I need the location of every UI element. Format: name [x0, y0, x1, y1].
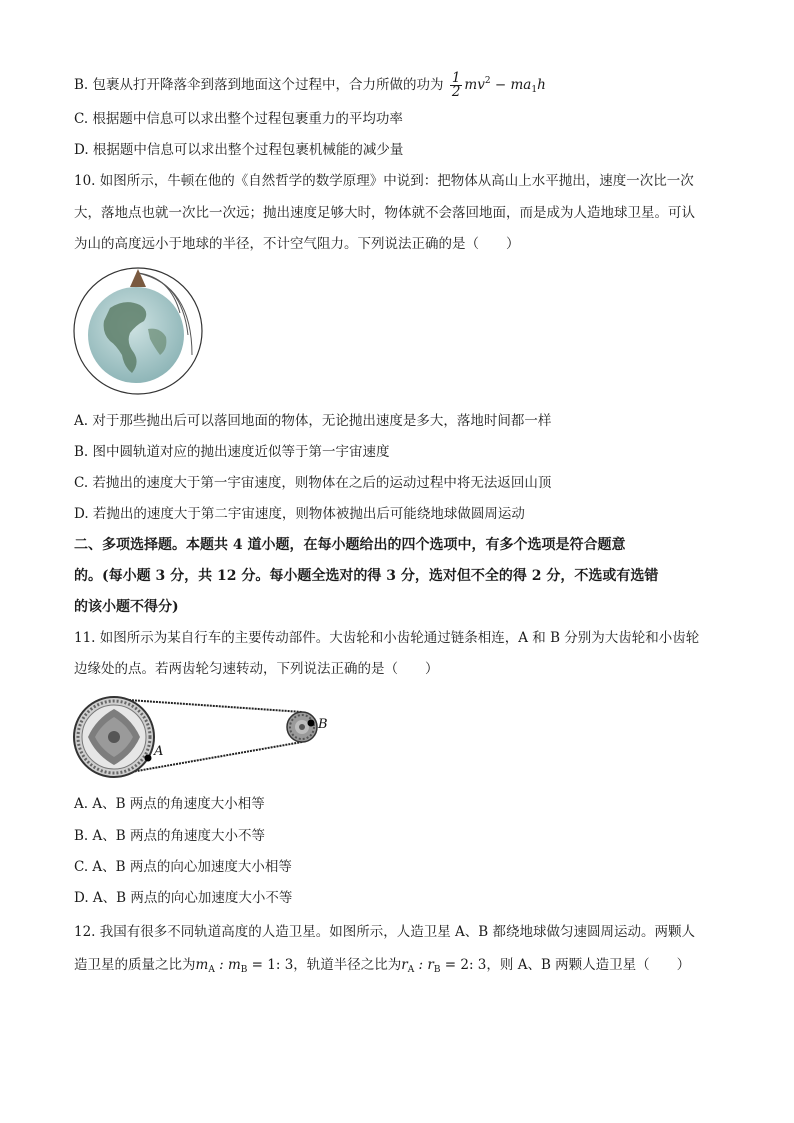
point-b [308, 720, 315, 727]
q11-option-b: B. A、B 两点的角速度大小不等 [74, 828, 265, 844]
q10-stem-line2: 大，落地点也就一次比一次远；抛出速度足够大时，物体就不会落回地面，而是成为人造地球卫星。可认 [74, 205, 695, 221]
q9-option-b [74, 72, 546, 99]
radius-ratio: $r_A$ : $r_B = 2$: 3 [401, 957, 487, 975]
q10-option-d: D. 若抛出的速度大于第二宇宙速度，则物体被抛出后可能绕地球做圆周运动 [74, 506, 525, 522]
half-fraction: $\frac{1}{2}$ [451, 70, 461, 100]
q12-stem-line1: 12. 我国有很多不同轨道高度的人造卫星。如图所示，人造卫星 A、B 都绕地球做匀速圆周运动。两颗人 [74, 924, 696, 940]
section2-line2: 的。(每小题 3 分，共 12 分。每小题全选对的得 3 分，选对但不全的得 2 分，不选或有选错 [74, 568, 659, 584]
earth [88, 287, 184, 383]
label-b: B [318, 717, 328, 732]
q11-stem-line1: 11. 如图所示为某自行车的主要传动部件。大齿轮和小齿轮通过链条相连，A 和 B 分别为大齿轮和小齿轮 [74, 630, 700, 646]
q9-option-c: C. 根据题中信息可以求出整个过程包裹重力的平均功率 [74, 111, 403, 127]
section2-line3: 的该小题不得分) [74, 599, 179, 615]
q11-stem-line2: 边缘处的点。若两齿轮匀速转动，下列说法正确的是（ ） [74, 661, 439, 677]
q9-option-b-text: B. 包裹从打开降落伞到落到地面这个过程中，合力所做的功为 [74, 77, 444, 93]
q11-option-d: D. A、B 两点的向心加速度大小不等 [74, 890, 293, 906]
q9-option-d: D. 根据题中信息可以求出整个过程包裹机械能的减少量 [74, 142, 404, 158]
bicycle-gear-figure [70, 696, 340, 780]
mountain [130, 269, 146, 287]
mass-ratio: $m_A$ : $m_B = 1$: 3 [195, 957, 294, 975]
q10-option-b: B. 图中圆轨道对应的抛出速度近似等于第一宇宙速度 [74, 444, 390, 460]
q10-stem-line1: 10. 如图所示，牛顿在他的《自然哲学的数学原理》中说到：把物体从高山上水平抛出，速度一次比一次 [74, 173, 694, 189]
label-a: A [154, 744, 164, 759]
newton-cannon-figure [70, 263, 210, 399]
section2-line1: 二、多项选择题。本题共 4 道小题，在每小题给出的四个选项中，有多个选项是符合题意 [74, 537, 626, 553]
q10-option-c: C. 若抛出的速度大于第一宇宙速度，则物体在之后的运动过程中将无法返回山顶 [74, 475, 552, 491]
q11-option-a: A. A、B 两点的角速度大小相等 [74, 796, 265, 812]
work-expression: $mv^2 - ma_1h$ [464, 76, 546, 95]
q11-option-c: C. A、B 两点的向心加速度大小相等 [74, 859, 292, 875]
point-a [145, 755, 152, 762]
q12-stem-line2: 造卫星的质量之比为$m_A$ : $m_B = 1$: 3，轨道半径之比为$r_A$ : $r_B = 2$: 3，则 A、B 两颗人造卫星（ ） [74, 957, 691, 975]
q10-stem-line3: 为山的高度远小于地球的半径，不计空气阻力。下列说法正确的是（ ） [74, 236, 520, 252]
q10-option-a: A. 对于那些抛出后可以落回地面的物体，无论抛出速度是多大，落地时间都一样 [74, 413, 552, 429]
